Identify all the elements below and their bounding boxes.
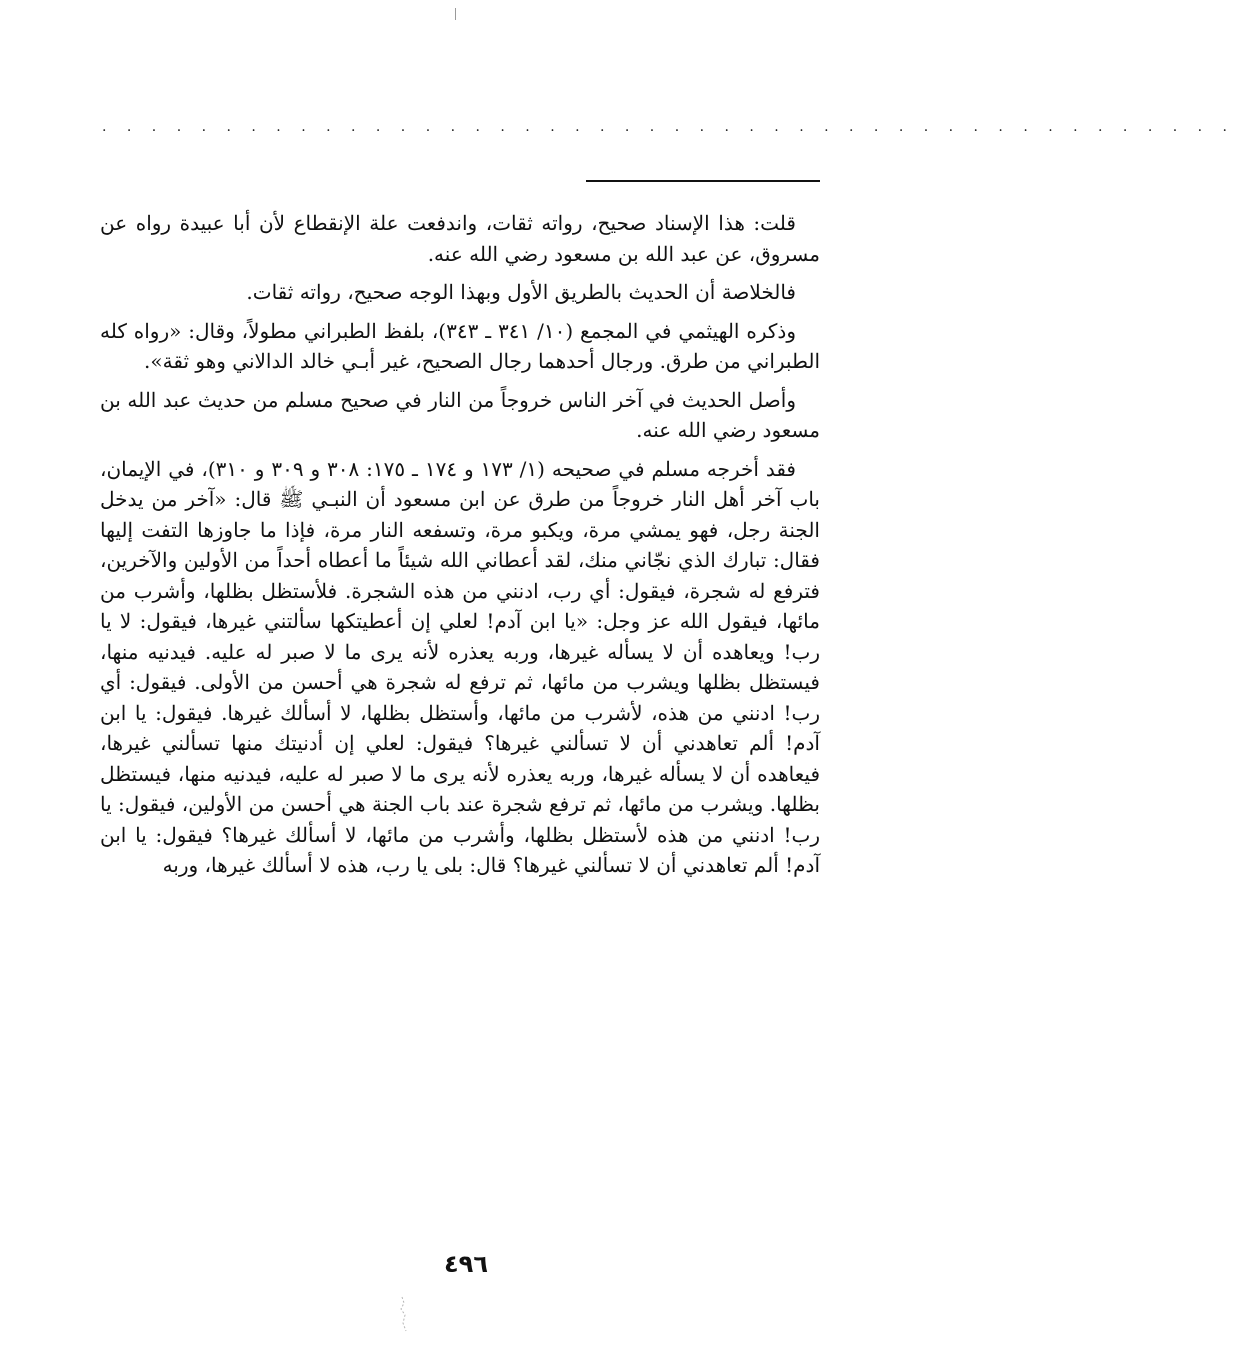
paragraph: فالخلاصة أن الحديث بالطريق الأول وبهذا الوجه صحيح، رواته ثقات. bbox=[246, 280, 796, 304]
dotted-separator: . . . . . . . . . . . . . . . . . . . . . . . . . . . . . . . . . . . . . . . . . . . . . . bbox=[102, 119, 1235, 135]
scan-smudge bbox=[398, 1295, 410, 1335]
footnote-rule bbox=[586, 180, 820, 182]
scan-mark bbox=[455, 8, 456, 20]
paragraph: قلت: هذا الإسناد صحيح، رواته ثقات، واندفعت علة الإنقطاع لأن أبا عبيدة رواه عن مسروق، عن عبد الله بن مسعود رضي الله عنه. bbox=[100, 211, 820, 266]
page-number: ٤٩٦ bbox=[444, 1250, 488, 1278]
paragraph: وذكره الهيثمي في المجمع (١٠/ ٣٤١ ـ ٣٤٣)، بلفظ الطبراني مطولاً، وقال: «رواه كله الطبراني من طرق. ورجال أحدهما رجال الصحيح، غير أبـي خالد الدالاني وهو ثقة». bbox=[100, 318, 820, 373]
paragraph: وأصل الحديث في آخر الناس خروجاً من النار في صحيح مسلم من حديث عبد الله بن مسعود رضي الله عنه. bbox=[100, 387, 820, 442]
paragraph: فقد أخرجه مسلم في صحيحه (١/ ١٧٣ و ١٧٤ ـ ١٧٥: ٣٠٨ و ٣٠٩ و ٣١٠)، في الإيمان، باب آخر أهل النار خروجاً من طرق عن ابن مسعود أن النبـي ﷺ قال: «آخر من يدخل الجنة رجل، فهو يمشي مرة، ويكبو مرة، وتسفعه النار مرة، فإذا ما جاوزها التفت إليها فقال: تبارك الذي نجّاني منك، لقد أعطاني الله شيئاً ما أعطاه أحداً من الأولين والآخرين، فترفع له شجرة، فيقول: أي رب، ادنني من هذه الشجرة. فلأستظل بظلها، وأشرب من مائها، فيقول الله عز وجل: «يا ابن آدم! لعلي إن أعطيتكها سألتني غيرها، فيقول: لا يا رب! ويعاهده أن لا يسأله غيرها، وربه يعذره لأنه يرى ما لا صبر له عليه. فيدنيه منها، فيستظل بظلها ويشرب من مائها، ثم ترفع له شجرة هي أحسن من الأولى. فيقول: أي رب! ادنني من هذه، لأشرب من مائها، وأستظل بظلها، لا أسألك غيرها. فيقول: يا ابن آدم! ألم تعاهدني أن لا تسألني غيرها؟ فيقول: لعلي إن أدنيتك منها تسألني غيرها، فيعاهده أن لا يسأله غيرها، وربه يعذره لأنه يرى ما لا صبر له عليه، فيدنيه منها، فيستظل بظلها. ويشرب من مائها، ثم ترفع شجرة عند باب الجنة هي أحسن من الأولين، فيقول: يا رب! ادنني من هذه لأستظل بظلها، وأشرب من مائها، لا أسألك غيرها؟ فيقول: يا ابن آدم! ألم تعاهدني أن لا تسألني غيرها؟ قال: بلى يا رب، هذه لا أسألك غيرها، وربه bbox=[100, 456, 820, 877]
main-text bbox=[100, 208, 820, 889]
